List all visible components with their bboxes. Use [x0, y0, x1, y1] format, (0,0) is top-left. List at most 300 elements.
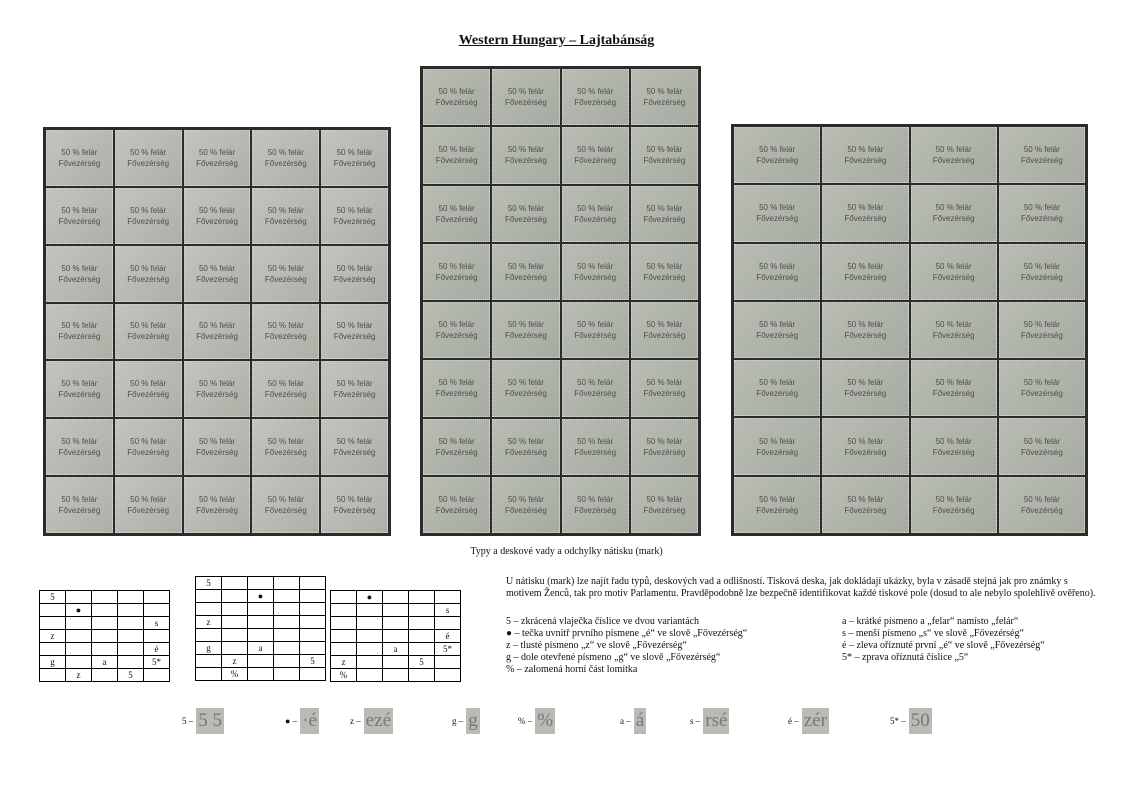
stamp-overprint-text: Fővezérség [643, 98, 686, 108]
stamp-overprint-value: 50 % felár [577, 261, 614, 271]
table-cell [248, 655, 274, 668]
table-cell [274, 603, 300, 616]
variety-label: a – [620, 716, 631, 726]
table-cell [274, 668, 300, 681]
stamp [423, 69, 490, 125]
table-cell [300, 590, 326, 603]
stamp-overprint-value: 50 % felár [198, 495, 235, 505]
table-cell: g [40, 656, 66, 669]
stamp-overprint-value: 50 % felár [577, 494, 614, 504]
stamp-overprint-value: 50 % felár [61, 147, 98, 157]
stamp [631, 419, 698, 475]
table-cell [300, 668, 326, 681]
stamp-overprint-value: 50 % felár [646, 436, 683, 446]
table-cell: a [248, 642, 274, 655]
stamp-overprint-text: Fővezérség [435, 214, 478, 224]
stamp [734, 477, 820, 533]
stamp [184, 130, 251, 186]
stamp-overprint-text: Fővezérség [574, 272, 617, 282]
stamp-overprint-text: Fővezérség [264, 448, 307, 458]
stamp-overprint-value: 50 % felár [507, 436, 544, 446]
stamp [46, 361, 113, 417]
stamp [562, 127, 629, 183]
stamp-overprint-text: Fővezérség [264, 274, 307, 284]
table-cell: ● [357, 591, 383, 604]
stamp-overprint-text: Fővezérség [932, 505, 975, 515]
plate-table-middle [195, 576, 326, 681]
stamp [423, 127, 490, 183]
stamp-overprint-text: Fővezérség [196, 332, 238, 342]
variety-sample [690, 708, 729, 734]
stamp-overprint-value: 50 % felár [267, 379, 304, 389]
stamp-overprint-text: Fővezérség [643, 272, 686, 282]
stamp-overprint-value: 50 % felár [1023, 145, 1060, 155]
table-row [196, 616, 326, 629]
stamp [492, 244, 559, 300]
table-row [40, 656, 170, 669]
stamp-overprint-text: Fővezérség [333, 216, 376, 226]
stamp [115, 246, 182, 302]
table-cell: a [92, 656, 118, 669]
stamp [252, 361, 319, 417]
table-cell: % [331, 669, 357, 682]
table-cell [144, 669, 170, 682]
table-cell [383, 591, 409, 604]
stamp-overprint-value: 50 % felár [935, 494, 972, 504]
stamp [492, 69, 559, 125]
stamp-overprint-value: 50 % felár [267, 321, 304, 331]
stamp-overprint-text: Fővezérség [1020, 389, 1063, 399]
legend-right [842, 616, 1045, 664]
stamp-overprint-value: 50 % felár [577, 203, 614, 213]
variety-image: 50 [909, 708, 932, 734]
stamp [822, 127, 908, 183]
stamp [999, 127, 1085, 183]
table-row [331, 630, 461, 643]
stamp-overprint-text: Fővezérség [264, 216, 307, 226]
stamp-overprint-value: 50 % felár [1023, 378, 1060, 388]
stamp [321, 477, 388, 533]
stamp-overprint-text: Fővezérség [844, 330, 887, 340]
stamp-overprint-value: 50 % felár [267, 205, 304, 215]
table-cell [274, 590, 300, 603]
stamp-overprint-text: Fővezérség [127, 390, 170, 400]
table-row [196, 668, 326, 681]
stamp-overprint-value: 50 % felár [577, 320, 614, 330]
variety-image: % [535, 708, 555, 734]
stamp-overprint-text: Fővezérség [333, 158, 376, 168]
table-cell [409, 630, 435, 643]
stamp [252, 188, 319, 244]
stamp-overprint-text: Fővezérség [264, 332, 307, 342]
stamp-overprint-text: Fővezérség [574, 447, 617, 457]
stamp-overprint-text: Fővezérség [1020, 505, 1063, 515]
stamp-overprint-value: 50 % felár [577, 87, 614, 97]
stamp-overprint-value: 50 % felár [646, 145, 683, 155]
variety-image: ·é [300, 708, 319, 734]
table-cell [409, 604, 435, 617]
variety-label: ● – [285, 716, 298, 726]
legend-item: s – menší písmeno „s“ ve slově „Fővezérség“ [842, 628, 1024, 639]
stamp [423, 186, 490, 242]
stamp [46, 304, 113, 360]
stamp-overprint-text: Fővezérség [504, 331, 547, 341]
stamp-overprint-text: Fővezérség [844, 156, 887, 166]
stamp [46, 130, 113, 186]
table-row [331, 617, 461, 630]
figure-caption: Typy a deskové vady a odchylky nátisku (mark) [470, 546, 663, 557]
variety-label: z – [350, 716, 361, 726]
variety-label: % – [518, 716, 533, 726]
stamp [423, 419, 490, 475]
plate-table-left [39, 590, 170, 682]
variety-sample [452, 708, 480, 734]
table-cell [274, 655, 300, 668]
stamp-overprint-text: Fővezérség [435, 156, 478, 166]
stamp-overprint-text: Fővezérség [58, 158, 101, 168]
table-row [196, 603, 326, 616]
stamp-overprint-text: Fővezérség [756, 156, 799, 166]
stamp [46, 188, 113, 244]
table-cell: 5 [196, 577, 222, 590]
table-cell [300, 577, 326, 590]
variety-label: g – [452, 716, 464, 726]
table-cell [383, 656, 409, 669]
stamp [423, 360, 490, 416]
stamp [492, 186, 559, 242]
stamp-overprint-value: 50 % felár [61, 205, 98, 215]
table-cell [409, 617, 435, 630]
stamp-overprint-value: 50 % felár [438, 378, 475, 388]
stamp-overprint-value: 50 % felár [198, 263, 235, 273]
stamp-overprint-value: 50 % felár [646, 378, 683, 388]
table-cell [248, 668, 274, 681]
stamp-overprint-value: 50 % felár [847, 203, 884, 213]
table-cell [248, 603, 274, 616]
stamp [423, 302, 490, 358]
stamp-overprint-value: 50 % felár [759, 203, 796, 213]
variety-sample [890, 708, 932, 734]
stamp-overprint-text: Fővezérség [643, 505, 686, 515]
table-row [331, 604, 461, 617]
stamp [999, 244, 1085, 300]
stamp-overprint-text: Fővezérség [756, 389, 799, 399]
legend-left [506, 616, 747, 676]
table-cell [118, 656, 144, 669]
stamp [115, 188, 182, 244]
stamp-overprint-value: 50 % felár [507, 261, 544, 271]
table-cell [409, 591, 435, 604]
stamp-overprint-text: Fővezérség [264, 158, 307, 168]
stamp-overprint-text: Fővezérség [574, 214, 617, 224]
stamp-overprint-value: 50 % felár [847, 261, 884, 271]
table-cell: s [435, 604, 461, 617]
table-cell [222, 590, 248, 603]
stamp [321, 130, 388, 186]
stamp-overprint-value: 50 % felár [646, 203, 683, 213]
stamp [115, 130, 182, 186]
table-cell [331, 643, 357, 656]
stamp-overprint-text: Fővezérség [435, 505, 478, 515]
stamp-overprint-value: 50 % felár [198, 437, 235, 447]
stamp [321, 304, 388, 360]
stamp [911, 302, 997, 358]
stamp-overprint-text: Fővezérség [574, 98, 617, 108]
stamp-overprint-value: 50 % felár [336, 321, 373, 331]
stamp [46, 246, 113, 302]
stamp-overprint-value: 50 % felár [438, 436, 475, 446]
table-cell [66, 591, 92, 604]
stamp [321, 419, 388, 475]
table-cell [300, 616, 326, 629]
stamp-overprint-text: Fővezérség [435, 389, 478, 399]
legend-item: % – zalomená horní část lomítka [506, 664, 638, 675]
stamp-overprint-text: Fővezérség [196, 216, 238, 226]
stamp-overprint-value: 50 % felár [438, 494, 475, 504]
table-cell [118, 591, 144, 604]
stamp-overprint-text: Fővezérség [333, 448, 376, 458]
stamp [562, 419, 629, 475]
table-cell [331, 630, 357, 643]
table-cell [144, 604, 170, 617]
stamp [115, 361, 182, 417]
stamp-overprint-value: 50 % felár [759, 319, 796, 329]
stamp [423, 244, 490, 300]
stamp [911, 185, 997, 241]
stamp-overprint-text: Fővezérség [932, 330, 975, 340]
stamp [911, 127, 997, 183]
table-cell [40, 669, 66, 682]
stamp [562, 69, 629, 125]
stamp [492, 360, 559, 416]
stamp [631, 69, 698, 125]
stamp-overprint-text: Fővezérség [196, 506, 238, 516]
table-cell: z [40, 630, 66, 643]
table-cell [383, 617, 409, 630]
table-cell [435, 656, 461, 669]
stamp [734, 244, 820, 300]
stamp [252, 304, 319, 360]
stamp-overprint-value: 50 % felár [847, 319, 884, 329]
variety-image: 5 5 [196, 708, 224, 734]
stamp-overprint-value: 50 % felár [336, 437, 373, 447]
stamp [822, 360, 908, 416]
stamp-overprint-text: Fővezérség [504, 505, 547, 515]
table-cell [222, 616, 248, 629]
stamp-overprint-text: Fővezérség [58, 274, 101, 284]
stamp-overprint-value: 50 % felár [935, 145, 972, 155]
legend-item: a – krátké písmeno a „felar“ namísto „felár“ [842, 616, 1019, 627]
table-cell [92, 643, 118, 656]
stamp [911, 477, 997, 533]
table-cell [118, 643, 144, 656]
table-cell: ● [248, 590, 274, 603]
stamp-overprint-text: Fővezérség [264, 506, 307, 516]
stamp-overprint-value: 50 % felár [577, 145, 614, 155]
stamp [562, 186, 629, 242]
stamp-overprint-text: Fővezérség [756, 272, 799, 282]
stamp-overprint-text: Fővezérség [58, 332, 101, 342]
table-cell: a [383, 643, 409, 656]
table-row [196, 655, 326, 668]
table-cell: z [196, 616, 222, 629]
stamp-overprint-text: Fővezérség [127, 448, 170, 458]
table-cell: é [435, 630, 461, 643]
table-cell [274, 642, 300, 655]
table-row [196, 642, 326, 655]
stamp-overprint-value: 50 % felár [646, 320, 683, 330]
table-cell [383, 604, 409, 617]
stamp-overprint-text: Fővezérség [1020, 156, 1063, 166]
table-cell [92, 617, 118, 630]
stamp-overprint-value: 50 % felár [577, 378, 614, 388]
table-cell [357, 604, 383, 617]
table-cell: z [222, 655, 248, 668]
stamp-overprint-value: 50 % felár [61, 379, 98, 389]
stamp [631, 127, 698, 183]
stamp-overprint-value: 50 % felár [438, 261, 475, 271]
stamp-overprint-text: Fővezérség [1020, 330, 1063, 340]
legend-item: g – dole otevřené písmeno „g“ ve slově „Fővezérség“ [506, 652, 721, 663]
table-row [40, 617, 170, 630]
table-cell: z [66, 669, 92, 682]
table-cell [66, 643, 92, 656]
stamp-overprint-text: Fővezérség [127, 158, 170, 168]
stamp-overprint-text: Fővezérség [333, 332, 376, 342]
stamp-overprint-value: 50 % felár [847, 494, 884, 504]
variety-sample [518, 708, 555, 734]
stamp [492, 477, 559, 533]
table-row [196, 590, 326, 603]
stamp-overprint-text: Fővezérség [58, 390, 101, 400]
stamp [822, 418, 908, 474]
table-cell [40, 617, 66, 630]
stamp [423, 477, 490, 533]
variety-label: s – [690, 716, 701, 726]
stamp [999, 477, 1085, 533]
table-cell [300, 629, 326, 642]
table-cell [435, 591, 461, 604]
legend-item: 5 – zkrácená vlaječka číslice ve dvou variantách [506, 616, 699, 627]
stamp-overprint-value: 50 % felár [1023, 261, 1060, 271]
stamp [252, 130, 319, 186]
legend-item: é – zleva oříznuté první „é“ ve slově „Fővezérség“ [842, 640, 1045, 651]
stamp [492, 302, 559, 358]
stamp-overprint-text: Fővezérség [756, 505, 799, 515]
stamp [631, 477, 698, 533]
table-cell [92, 669, 118, 682]
stamp [999, 418, 1085, 474]
variety-sample [285, 708, 319, 734]
table-cell [274, 577, 300, 590]
stamp-sheet-left [43, 127, 391, 536]
stamp-overprint-value: 50 % felár [847, 436, 884, 446]
stamp-overprint-value: 50 % felár [847, 378, 884, 388]
stamp-overprint-text: Fővezérség [574, 156, 617, 166]
stamp [115, 304, 182, 360]
table-cell [409, 643, 435, 656]
stamp-overprint-value: 50 % felár [438, 87, 475, 97]
table-cell: % [222, 668, 248, 681]
table-cell [196, 668, 222, 681]
stamp-overprint-value: 50 % felár [646, 261, 683, 271]
table-cell [383, 630, 409, 643]
stamp [822, 244, 908, 300]
table-cell [92, 630, 118, 643]
table-cell [357, 617, 383, 630]
stamp-overprint-value: 50 % felár [759, 145, 796, 155]
table-cell [409, 669, 435, 682]
variety-image: zér [802, 708, 829, 734]
stamp-overprint-text: Fővezérség [643, 156, 686, 166]
stamp-overprint-value: 50 % felár [130, 437, 167, 447]
stamp-overprint-text: Fővezérség [1020, 214, 1063, 224]
stamp-overprint-value: 50 % felár [507, 145, 544, 155]
table-cell [144, 591, 170, 604]
table-cell [357, 669, 383, 682]
stamp-overprint-value: 50 % felár [61, 321, 98, 331]
legend-item: z – tlusté písmeno „z“ ve slově „Fővezérség“ [506, 640, 687, 651]
stamp [321, 361, 388, 417]
variety-image: á [634, 708, 646, 734]
stamp [321, 246, 388, 302]
stamp [734, 418, 820, 474]
table-cell: g [196, 642, 222, 655]
stamp [115, 477, 182, 533]
stamp-overprint-text: Fővezérség [1020, 447, 1063, 457]
stamp-overprint-text: Fővezérség [932, 389, 975, 399]
stamp-overprint-value: 50 % felár [935, 436, 972, 446]
table-cell [357, 656, 383, 669]
stamp [184, 188, 251, 244]
stamp-overprint-value: 50 % felár [336, 495, 373, 505]
stamp [184, 246, 251, 302]
stamp-sheet-middle [420, 66, 701, 536]
stamp-overprint-text: Fővezérség [127, 506, 170, 516]
stamp-overprint-value: 50 % felár [507, 203, 544, 213]
stamp-overprint-value: 50 % felár [1023, 203, 1060, 213]
stamp [911, 360, 997, 416]
stamp-overprint-text: Fővezérség [58, 216, 101, 226]
page-title: Western Hungary – Lajtabánság [458, 33, 655, 48]
table-row [196, 629, 326, 642]
stamp-overprint-text: Fővezérség [196, 448, 238, 458]
stamp [562, 477, 629, 533]
stamp-overprint-text: Fővezérség [574, 389, 617, 399]
table-cell: 5 [40, 591, 66, 604]
table-cell [248, 577, 274, 590]
stamp-overprint-text: Fővezérség [333, 390, 376, 400]
stamp [999, 185, 1085, 241]
stamp-overprint-value: 50 % felár [646, 494, 683, 504]
stamp [184, 361, 251, 417]
stamp-overprint-value: 50 % felár [577, 436, 614, 446]
stamp-overprint-text: Fővezérség [844, 214, 887, 224]
table-cell [435, 617, 461, 630]
stamp-overprint-text: Fővezérség [435, 447, 478, 457]
table-row [331, 669, 461, 682]
stamp-overprint-value: 50 % felár [61, 437, 98, 447]
stamp [562, 302, 629, 358]
table-cell [66, 630, 92, 643]
variety-sample [788, 708, 829, 734]
stamp-overprint-text: Fővezérség [1020, 272, 1063, 282]
stamp-overprint-text: Fővezérség [435, 331, 478, 341]
variety-image: ezé [364, 708, 393, 734]
table-cell [222, 642, 248, 655]
stamp-overprint-text: Fővezérség [333, 506, 376, 516]
table-cell: 5 [300, 655, 326, 668]
